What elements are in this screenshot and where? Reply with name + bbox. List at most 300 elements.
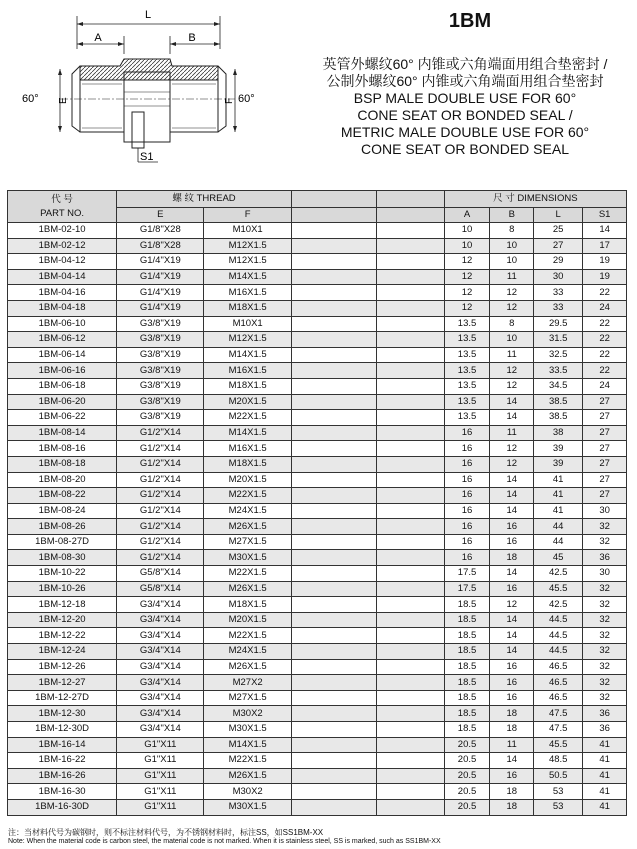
label-l: L bbox=[144, 9, 152, 21]
table-cell: 16 bbox=[444, 519, 490, 535]
table-cell: 22 bbox=[583, 316, 627, 332]
table-cell: G3/4"X14 bbox=[117, 644, 204, 660]
label-a: A bbox=[94, 32, 102, 44]
table-cell: 1BM-16-26 bbox=[8, 768, 117, 784]
table-cell: G1/2"X14 bbox=[117, 456, 204, 472]
table-cell-blank bbox=[376, 612, 444, 628]
note-cn: 注：当材料代号为碳钢时，则不标注材料代号，为不锈钢材料时，标注SS，如SS1BM-XX bbox=[8, 828, 324, 837]
table-cell: 12 bbox=[444, 300, 490, 316]
table-cell-blank bbox=[291, 690, 376, 706]
product-title bbox=[285, 56, 637, 158]
table-cell: 53 bbox=[534, 784, 583, 800]
table-cell-blank bbox=[291, 753, 376, 769]
table-cell: 1BM-12-22 bbox=[8, 628, 117, 644]
table-cell-blank bbox=[376, 378, 444, 394]
table-cell: 13.5 bbox=[444, 332, 490, 348]
table-cell-blank bbox=[376, 300, 444, 316]
table-cell: G3/4"X14 bbox=[117, 628, 204, 644]
table-cell: G1/2"X14 bbox=[117, 488, 204, 504]
table-cell-blank bbox=[376, 285, 444, 301]
table-cell-blank bbox=[376, 722, 444, 738]
header-s1: S1 bbox=[583, 208, 627, 223]
title-line-en-4: CONE SEAT OR BONDED SEAL bbox=[361, 141, 569, 157]
table-cell: 1BM-06-14 bbox=[8, 347, 117, 363]
table-cell: 13.5 bbox=[444, 378, 490, 394]
table-cell: G5/8"X14 bbox=[117, 581, 204, 597]
table-cell: 1BM-06-10 bbox=[8, 316, 117, 332]
table-row bbox=[8, 597, 627, 613]
table-cell: 16 bbox=[444, 425, 490, 441]
table-cell-blank bbox=[376, 706, 444, 722]
table-cell: 16 bbox=[490, 519, 534, 535]
table-cell: 41 bbox=[583, 799, 627, 815]
table-row bbox=[8, 581, 627, 597]
table-cell-blank bbox=[376, 456, 444, 472]
table-cell: 41 bbox=[583, 753, 627, 769]
table-cell: 16 bbox=[490, 675, 534, 691]
table-cell: M16X1.5 bbox=[204, 363, 291, 379]
table-cell: 1BM-08-24 bbox=[8, 503, 117, 519]
table-cell: 53 bbox=[534, 799, 583, 815]
table-cell: G1/2"X14 bbox=[117, 503, 204, 519]
table-cell: 29 bbox=[534, 254, 583, 270]
table-cell: 1BM-16-22 bbox=[8, 753, 117, 769]
table-cell-blank bbox=[376, 503, 444, 519]
table-cell: G1/2"X14 bbox=[117, 472, 204, 488]
label-angle-right: 60° bbox=[238, 93, 255, 105]
table-cell: 14 bbox=[490, 410, 534, 426]
table-row bbox=[8, 628, 627, 644]
table-cell-blank bbox=[291, 784, 376, 800]
table-cell: M18X1.5 bbox=[204, 300, 291, 316]
table-cell: 19 bbox=[583, 269, 627, 285]
table-cell: 12 bbox=[444, 269, 490, 285]
table-row bbox=[8, 378, 627, 394]
table-cell: M12X1.5 bbox=[204, 254, 291, 270]
table-cell: 14 bbox=[490, 566, 534, 582]
table-cell: 13.5 bbox=[444, 363, 490, 379]
table-cell: M27X2 bbox=[204, 675, 291, 691]
table-cell: M12X1.5 bbox=[204, 332, 291, 348]
table-cell: 27 bbox=[534, 238, 583, 254]
table-cell: 16 bbox=[490, 534, 534, 550]
table-cell: 16 bbox=[444, 472, 490, 488]
table-cell: M20X1.5 bbox=[204, 472, 291, 488]
table-cell: 18.5 bbox=[444, 675, 490, 691]
table-cell: G3/8"X19 bbox=[117, 332, 204, 348]
table-cell: 10 bbox=[444, 223, 490, 239]
table-cell: 22 bbox=[583, 285, 627, 301]
table-cell-blank bbox=[376, 410, 444, 426]
header-thread: 螺 纹 THREAD bbox=[117, 191, 292, 208]
table-cell: 41 bbox=[534, 488, 583, 504]
table-cell: 12 bbox=[444, 254, 490, 270]
table-cell: 32 bbox=[583, 581, 627, 597]
table-cell-blank bbox=[376, 644, 444, 660]
table-cell: M30X1.5 bbox=[204, 550, 291, 566]
table-cell: G3/8"X19 bbox=[117, 410, 204, 426]
header-blank-1 bbox=[291, 191, 376, 208]
table-cell: 18 bbox=[490, 550, 534, 566]
table-cell: 1BM-08-30 bbox=[8, 550, 117, 566]
table-cell-blank bbox=[376, 223, 444, 239]
table-cell: M22X1.5 bbox=[204, 410, 291, 426]
table-cell: 36 bbox=[583, 550, 627, 566]
table-cell: 39 bbox=[534, 456, 583, 472]
table-cell-blank bbox=[291, 799, 376, 815]
table-cell: 1BM-12-27 bbox=[8, 675, 117, 691]
table-cell-blank bbox=[291, 378, 376, 394]
table-cell: 13.5 bbox=[444, 347, 490, 363]
table-cell: 42.5 bbox=[534, 566, 583, 582]
header-part-en: PART NO. bbox=[40, 207, 84, 219]
table-cell: 41 bbox=[534, 503, 583, 519]
label-angle-left: 60° bbox=[22, 93, 39, 105]
table-row bbox=[8, 799, 627, 815]
table-cell: 18.5 bbox=[444, 628, 490, 644]
table-cell: 1BM-12-20 bbox=[8, 612, 117, 628]
table-row bbox=[8, 269, 627, 285]
label-b: B bbox=[188, 32, 196, 44]
table-cell: 12 bbox=[490, 456, 534, 472]
table-row bbox=[8, 519, 627, 535]
table-cell-blank bbox=[376, 799, 444, 815]
table-cell-blank bbox=[376, 550, 444, 566]
table-cell: 14 bbox=[490, 612, 534, 628]
table-row bbox=[8, 753, 627, 769]
table-cell: 1BM-12-26 bbox=[8, 659, 117, 675]
header-blank-4 bbox=[376, 208, 444, 223]
header-b: B bbox=[490, 208, 534, 223]
table-cell: 22 bbox=[583, 363, 627, 379]
table-cell: M30X2 bbox=[204, 706, 291, 722]
table-cell-blank bbox=[291, 644, 376, 660]
table-cell: M14X1.5 bbox=[204, 347, 291, 363]
table-cell: 41 bbox=[534, 472, 583, 488]
table-cell-blank bbox=[376, 581, 444, 597]
table-cell: 1BM-16-30D bbox=[8, 799, 117, 815]
table-cell: 18.5 bbox=[444, 644, 490, 660]
table-cell: 45.5 bbox=[534, 581, 583, 597]
table-cell-blank bbox=[376, 254, 444, 270]
table-row bbox=[8, 472, 627, 488]
table-row bbox=[8, 737, 627, 753]
table-cell: 27 bbox=[583, 472, 627, 488]
table-cell: 1BM-06-16 bbox=[8, 363, 117, 379]
table-cell: 1BM-08-26 bbox=[8, 519, 117, 535]
table-cell: 46.5 bbox=[534, 675, 583, 691]
table-cell: M22X1.5 bbox=[204, 753, 291, 769]
table-row bbox=[8, 644, 627, 660]
table-cell-blank bbox=[376, 347, 444, 363]
table-row bbox=[8, 675, 627, 691]
table-row bbox=[8, 316, 627, 332]
table-cell: 11 bbox=[490, 425, 534, 441]
table-cell: 36 bbox=[583, 706, 627, 722]
header-blank-2 bbox=[376, 191, 444, 208]
table-row bbox=[8, 659, 627, 675]
table-cell: 20.5 bbox=[444, 753, 490, 769]
table-cell: 33.5 bbox=[534, 363, 583, 379]
table-cell-blank bbox=[291, 472, 376, 488]
table-cell: 18 bbox=[490, 706, 534, 722]
header-part-cn: 代 号 bbox=[51, 193, 73, 205]
table-cell-blank bbox=[291, 300, 376, 316]
table-cell-blank bbox=[376, 534, 444, 550]
table-cell-blank bbox=[291, 441, 376, 457]
fitting-drawing bbox=[20, 4, 260, 174]
table-cell: 16 bbox=[444, 488, 490, 504]
table-cell: 32 bbox=[583, 675, 627, 691]
table-cell-blank bbox=[376, 566, 444, 582]
table-cell-blank bbox=[376, 675, 444, 691]
table-cell: G1/8"X28 bbox=[117, 223, 204, 239]
table-cell: M14X1.5 bbox=[204, 425, 291, 441]
table-cell: G1"X11 bbox=[117, 768, 204, 784]
table-cell-blank bbox=[376, 332, 444, 348]
table-cell: 14 bbox=[583, 223, 627, 239]
table-cell: 10 bbox=[490, 254, 534, 270]
table-cell: M27X1.5 bbox=[204, 534, 291, 550]
table-cell-blank bbox=[291, 519, 376, 535]
dimensions-table bbox=[7, 190, 627, 816]
table-cell: 18.5 bbox=[444, 597, 490, 613]
table-cell: M14X1.5 bbox=[204, 737, 291, 753]
label-s1: S1 bbox=[140, 151, 154, 163]
table-cell-blank bbox=[291, 363, 376, 379]
table-cell: 33 bbox=[534, 285, 583, 301]
table-cell: G3/8"X19 bbox=[117, 316, 204, 332]
table-cell: 47.5 bbox=[534, 722, 583, 738]
table-cell-blank bbox=[291, 347, 376, 363]
table-row bbox=[8, 238, 627, 254]
table-cell: 1BM-04-16 bbox=[8, 285, 117, 301]
table-cell: 29.5 bbox=[534, 316, 583, 332]
table-cell: M22X1.5 bbox=[204, 488, 291, 504]
table-cell: 42.5 bbox=[534, 597, 583, 613]
table-cell-blank bbox=[291, 285, 376, 301]
table-row bbox=[8, 488, 627, 504]
table-cell: G3/4"X14 bbox=[117, 675, 204, 691]
table-cell: 17.5 bbox=[444, 581, 490, 597]
table-cell: 1BM-08-27D bbox=[8, 534, 117, 550]
table-cell: 1BM-02-10 bbox=[8, 223, 117, 239]
title-line-cn-2: 公制外螺纹60° 内锥或六角端面用组合垫密封 bbox=[326, 73, 604, 89]
table-cell: 1BM-06-20 bbox=[8, 394, 117, 410]
table-cell-blank bbox=[291, 612, 376, 628]
table-row bbox=[8, 456, 627, 472]
header-e: E bbox=[117, 208, 204, 223]
table-cell: 22 bbox=[583, 332, 627, 348]
table-cell-blank bbox=[291, 706, 376, 722]
table-cell: M22X1.5 bbox=[204, 628, 291, 644]
table-cell: 44 bbox=[534, 519, 583, 535]
table-cell: 20.5 bbox=[444, 737, 490, 753]
table-cell: 12 bbox=[490, 363, 534, 379]
table-cell-blank bbox=[376, 269, 444, 285]
table-cell-blank bbox=[376, 441, 444, 457]
table-cell: 1BM-12-24 bbox=[8, 644, 117, 660]
table-cell: 32 bbox=[583, 628, 627, 644]
table-cell-blank bbox=[291, 722, 376, 738]
table-cell: G3/4"X14 bbox=[117, 722, 204, 738]
table-cell: 27 bbox=[583, 456, 627, 472]
table-cell: 24 bbox=[583, 300, 627, 316]
table-cell-blank bbox=[291, 659, 376, 675]
table-cell: 19 bbox=[583, 254, 627, 270]
table-cell: 14 bbox=[490, 753, 534, 769]
table-cell: 16 bbox=[490, 659, 534, 675]
table-cell: 25 bbox=[534, 223, 583, 239]
table-cell: G1/2"X14 bbox=[117, 441, 204, 457]
table-cell: 18.5 bbox=[444, 659, 490, 675]
table-cell: 11 bbox=[490, 737, 534, 753]
table-row bbox=[8, 347, 627, 363]
table-cell: 1BM-08-22 bbox=[8, 488, 117, 504]
table-cell: 1BM-10-22 bbox=[8, 566, 117, 582]
table-cell: 14 bbox=[490, 488, 534, 504]
table-cell: M18X1.5 bbox=[204, 378, 291, 394]
table-row bbox=[8, 223, 627, 239]
table-cell: 38 bbox=[534, 425, 583, 441]
header-l: L bbox=[534, 208, 583, 223]
table-cell: G3/8"X19 bbox=[117, 363, 204, 379]
table-row bbox=[8, 425, 627, 441]
table-cell: 27 bbox=[583, 394, 627, 410]
table-cell: 27 bbox=[583, 410, 627, 426]
table-cell: 18.5 bbox=[444, 690, 490, 706]
table-cell-blank bbox=[291, 238, 376, 254]
table-cell-blank bbox=[376, 784, 444, 800]
table-cell: 1BM-16-14 bbox=[8, 737, 117, 753]
table-cell: M10X1 bbox=[204, 316, 291, 332]
table-cell: M30X1.5 bbox=[204, 799, 291, 815]
title-line-en-3: METRIC MALE DOUBLE USE FOR 60° bbox=[340, 124, 590, 140]
table-cell: 33 bbox=[534, 300, 583, 316]
table-cell: M20X1.5 bbox=[204, 612, 291, 628]
table-cell-blank bbox=[376, 628, 444, 644]
table-cell: 8 bbox=[490, 316, 534, 332]
table-cell: 44.5 bbox=[534, 644, 583, 660]
table-cell: 48.5 bbox=[534, 753, 583, 769]
table-cell-blank bbox=[291, 254, 376, 270]
table-row bbox=[8, 550, 627, 566]
title-line-en-1: BSP MALE DOUBLE USE FOR 60° bbox=[353, 90, 577, 106]
table-cell: 14 bbox=[490, 503, 534, 519]
table-cell: 38.5 bbox=[534, 394, 583, 410]
table-cell: 32 bbox=[583, 597, 627, 613]
header-dimensions: 尺 寸 DIMENSIONS bbox=[444, 191, 626, 208]
table-cell: G1"X11 bbox=[117, 737, 204, 753]
table-cell: 16 bbox=[444, 456, 490, 472]
table-row bbox=[8, 503, 627, 519]
table-cell: 1BM-12-30 bbox=[8, 706, 117, 722]
table-cell: 32 bbox=[583, 519, 627, 535]
table-cell: 44.5 bbox=[534, 628, 583, 644]
table-cell: 32 bbox=[583, 612, 627, 628]
table-cell: G1"X11 bbox=[117, 753, 204, 769]
fitting-diagram bbox=[20, 4, 260, 174]
table-row bbox=[8, 784, 627, 800]
table-cell: 39 bbox=[534, 441, 583, 457]
table-cell-blank bbox=[291, 269, 376, 285]
table-cell: 16 bbox=[444, 441, 490, 457]
note-en: Note: When the material code is carbon steel, the material code is not marked. When it is stainless steel, SS is marked, such as SS1BM-XX bbox=[8, 838, 441, 845]
table-cell-blank bbox=[291, 316, 376, 332]
table-cell: 18 bbox=[490, 722, 534, 738]
table-cell: M16X1.5 bbox=[204, 441, 291, 457]
table-cell-blank bbox=[291, 425, 376, 441]
table-cell: 12 bbox=[490, 441, 534, 457]
table-cell: 13.5 bbox=[444, 316, 490, 332]
table-cell-blank bbox=[376, 597, 444, 613]
table-cell-blank bbox=[291, 768, 376, 784]
table-cell: 1BM-12-27D bbox=[8, 690, 117, 706]
table-cell: 18.5 bbox=[444, 612, 490, 628]
table-cell: 1BM-10-26 bbox=[8, 581, 117, 597]
table-cell: 14 bbox=[490, 394, 534, 410]
table-cell: 27 bbox=[583, 488, 627, 504]
table-cell: 17.5 bbox=[444, 566, 490, 582]
table-cell: M18X1.5 bbox=[204, 456, 291, 472]
header-blank-3 bbox=[291, 208, 376, 223]
table-cell: 38.5 bbox=[534, 410, 583, 426]
table-cell: 16 bbox=[490, 768, 534, 784]
table-cell: 32 bbox=[583, 659, 627, 675]
table-cell: 11 bbox=[490, 347, 534, 363]
table-cell: 30 bbox=[583, 503, 627, 519]
table-cell: 32 bbox=[583, 534, 627, 550]
table-cell: 14 bbox=[490, 644, 534, 660]
table-cell-blank bbox=[376, 753, 444, 769]
table-cell: M24X1.5 bbox=[204, 503, 291, 519]
table-cell: 45 bbox=[534, 550, 583, 566]
table-cell-blank bbox=[291, 675, 376, 691]
table-cell: 13.5 bbox=[444, 394, 490, 410]
table-cell: G5/8"X14 bbox=[117, 566, 204, 582]
table-cell: 12 bbox=[444, 285, 490, 301]
table-cell-blank bbox=[291, 581, 376, 597]
table-cell: 22 bbox=[583, 347, 627, 363]
table-cell: 27 bbox=[583, 441, 627, 457]
table-cell: G1/2"X14 bbox=[117, 519, 204, 535]
table-cell: 32 bbox=[583, 644, 627, 660]
table-row bbox=[8, 300, 627, 316]
table-cell: 1BM-04-18 bbox=[8, 300, 117, 316]
table-cell: 1BM-04-12 bbox=[8, 254, 117, 270]
table-cell: 46.5 bbox=[534, 659, 583, 675]
table-cell: 41 bbox=[583, 768, 627, 784]
table-cell-blank bbox=[291, 597, 376, 613]
table-cell: G3/4"X14 bbox=[117, 612, 204, 628]
table-cell-blank bbox=[291, 488, 376, 504]
table-cell-blank bbox=[291, 503, 376, 519]
table-cell-blank bbox=[291, 628, 376, 644]
table-cell: 10 bbox=[444, 238, 490, 254]
table-cell: G3/8"X19 bbox=[117, 378, 204, 394]
table-cell: M20X1.5 bbox=[204, 394, 291, 410]
table-row bbox=[8, 285, 627, 301]
table-cell: 45.5 bbox=[534, 737, 583, 753]
table-cell: G3/4"X14 bbox=[117, 690, 204, 706]
table-row bbox=[8, 363, 627, 379]
table-cell: 1BM-06-18 bbox=[8, 378, 117, 394]
table-cell-blank bbox=[376, 690, 444, 706]
table-cell-blank bbox=[376, 363, 444, 379]
table-row bbox=[8, 706, 627, 722]
table-cell-blank bbox=[291, 394, 376, 410]
table-cell: G1/4"X19 bbox=[117, 269, 204, 285]
